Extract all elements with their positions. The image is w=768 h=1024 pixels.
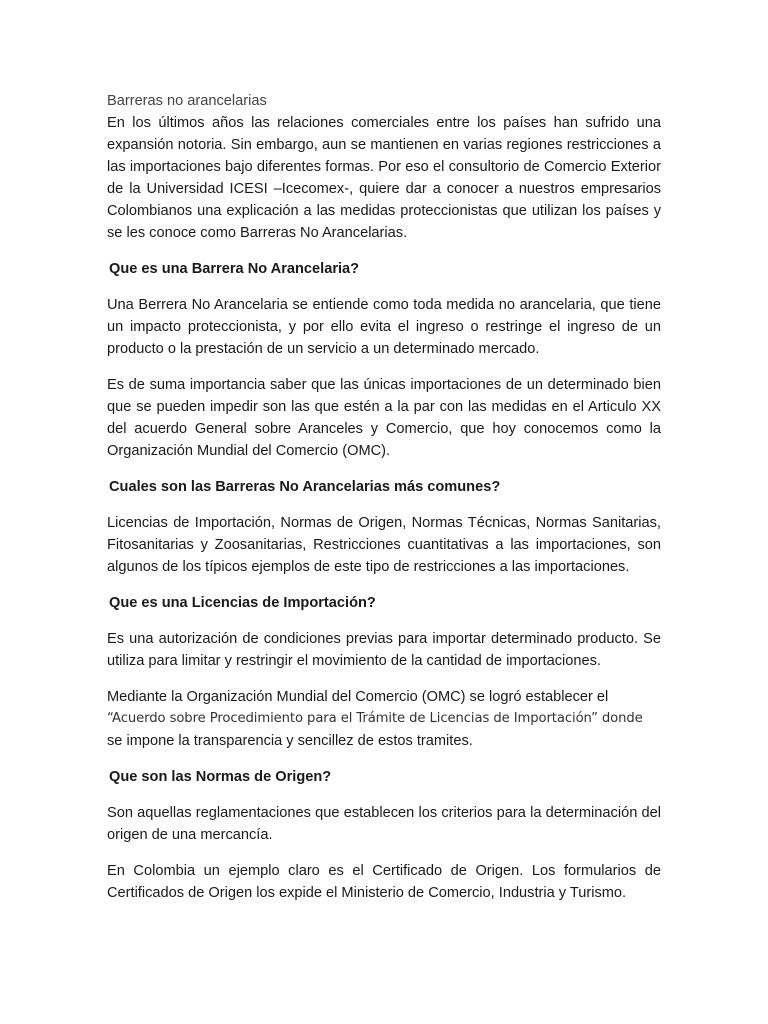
agreement-line-1: Mediante la Organización Mundial del Comercio (OMC) se logró establecer el: [107, 689, 609, 705]
paragraph-licencias-definition: Es una autorización de condiciones previas para importar determinado producto. Se utiliza para limitar y restringir el movimiento de la cantidad de importaciones.: [107, 631, 661, 669]
document-page: [107, 90, 661, 918]
paragraph-certificado-origen: En Colombia un ejemplo claro es el Certificado de Origen. Los formularios de Certificados de Origen los expide el Ministerio de Comercio, Industria y Turismo.: [107, 863, 661, 901]
agreement-line-3: se impone la transparencia y sencillez de estos tramites.: [107, 733, 473, 749]
paragraph-normas-origen: Son aquellas reglamentaciones que establecen los criterios para la determinación del origen de una mercancía.: [107, 805, 661, 843]
paragraph-omc-article: Es de suma importancia saber que las únicas importaciones de un determinado bien que se pueden impedir son las que estén a la par con las medidas en el Articulo XX del acuerdo General sobre Aranceles y Comercio, que hoy conocemos como la Organización Mundial del Comercio (OMC).: [107, 377, 661, 459]
heading-normas-origen: Que son las Normas de Origen?: [109, 769, 332, 785]
paragraph-omc-agreement: [107, 686, 661, 752]
heading-barreras-comunes: Cuales son las Barreras No Arancelarias más comunes?: [109, 479, 501, 495]
agreement-quote: “Acuerdo sobre Procedimiento para el Trámite de Licencias de Importación” donde: [107, 711, 643, 726]
heading-licencias-importacion: Que es una Licencias de Importación?: [109, 595, 376, 611]
intro-paragraph: En los últimos años las relaciones comerciales entre los países han sufrido una expansión notoria. Sin embargo, aun se mantienen en varias regiones restricciones a las importaciones bajo diferentes formas. Por eso el consultorio de Comercio Exterior de la Universidad ICESI –Icecomex-, quiere dar a conocer a nuestros empresarios Colombianos una explicación a las medidas proteccionistas que utilizan los países y se les conoce como Barreras No Arancelarias.: [107, 115, 661, 241]
document-subtitle: Barreras no arancelarias: [107, 93, 267, 109]
heading-barrera-no-arancelaria: Que es una Barrera No Arancelaria?: [109, 261, 360, 277]
paragraph-common-barriers: Licencias de Importación, Normas de Origen, Normas Técnicas, Normas Sanitarias, Fitosanitarias y Zoosanitarias, Restricciones cuantitativas a las importaciones, son algunos de los típicos ejemplos de este tipo de restricciones a las importaciones.: [107, 515, 661, 575]
paragraph-definition: Una Berrera No Arancelaria se entiende como toda medida no arancelaria, que tiene un impacto proteccionista, y por ello evita el ingreso o restringe el ingreso de un producto o la prestación de un servicio a un determinado mercado.: [107, 297, 661, 357]
